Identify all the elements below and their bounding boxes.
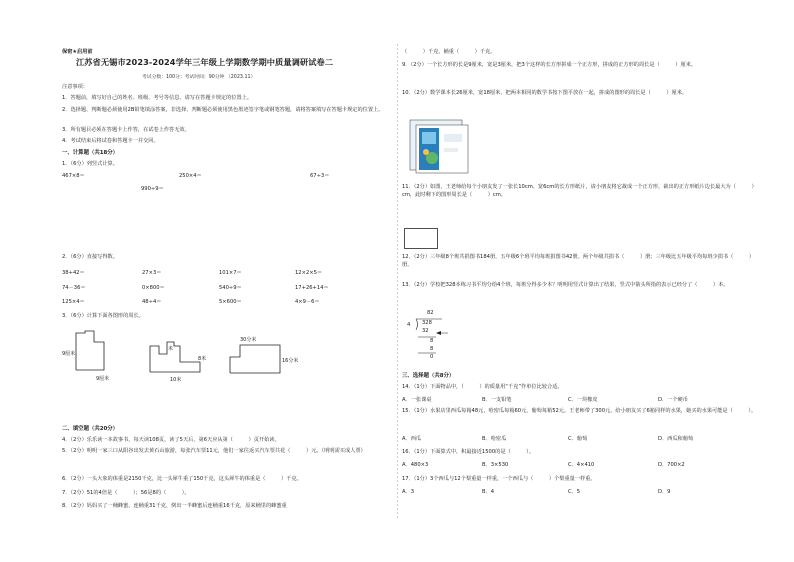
q9-text: 9．（2分）一个长方形的长是9厘米，宽是3厘米，把3个这样的长方形拼成一个正方形，拼成的正方形的周长是（ ）厘米。: [402, 62, 697, 68]
q17-text: 17．（1分）3个西瓜与12个梨重量一样重，一个西瓜与（ ）个梨重量一样重。: [402, 476, 596, 482]
q17-option: C．5: [568, 489, 581, 495]
q1-label: 1．（6分）列竖式计算。: [62, 161, 118, 167]
q16-text: 16．（1分）下面算式中，积最接近1500的是（ ）。: [402, 449, 535, 455]
section1-heading: 一、计算题（共18分）: [62, 150, 119, 156]
q1-item: 467×8＝: [62, 173, 85, 179]
q2-cell: 540÷9＝: [219, 285, 242, 291]
figure-l-shape: [76, 330, 106, 372]
q14-text: 14．（1分）下面物品中，（ ）的质量用“千克”作单位比较合适。: [402, 384, 563, 390]
fig2-bottom-label: 10米: [170, 377, 182, 383]
division-quotient: 82: [427, 310, 434, 316]
division-sub2: 8: [430, 346, 434, 352]
fig3-side-label: 16分米: [282, 358, 299, 364]
note-1: 1．答题前，填写好自己的姓名、班级、考号等信息，请写在答题卡规定的位置上。: [62, 95, 253, 101]
q2-cell: 38+42＝: [62, 270, 85, 276]
q7-text: 7．（2分）51的4倍是（ ）；56是8的（ ）。: [62, 490, 190, 496]
q2-cell: 5×600＝: [219, 299, 242, 305]
paper-rectangle: [404, 228, 438, 250]
q3-label: 3．（6分）计算下面各图形的周长。: [62, 313, 144, 319]
division-divisor: 4: [407, 322, 411, 328]
q16-option: D．700×2: [658, 462, 685, 468]
note-4: 4．考试结束后将试卷和答题卡一并交回。: [62, 138, 159, 144]
q16-option: C．4×410: [568, 462, 595, 468]
q15-option: A．西瓜: [402, 436, 422, 442]
q14-option: D．一个硬币: [658, 397, 688, 403]
q13-text: 13．（2分）学校把328本练习书平均分给4个班，每班分得多少本？明明用竖式计算出了结果，竖式中箭头所指的表示已经分了（ ）本。: [402, 282, 729, 288]
q1-item: 990÷9＝: [141, 186, 164, 192]
note-3: 3．所有题目必须在答题卡上作答，在试卷上作答无效。: [62, 127, 190, 133]
division-rem2: 0: [430, 354, 434, 360]
q2-cell: 27×3＝: [142, 270, 162, 276]
q14-option: A．一张课桌: [402, 397, 432, 403]
exam-info: 考试分数：100分；考试时间：90分钟 （2023.11）: [142, 75, 256, 80]
division-sub1: 32: [422, 328, 429, 334]
q10-text: 10．（2分）数学课本长26厘米，宽18厘米，把两本相同的数学书按下图平放在一起，拼成的图形的周长是（ ）厘米。: [402, 90, 688, 96]
q2-cell: 125×4＝: [62, 299, 85, 305]
q17-option: B．4: [482, 489, 495, 495]
right-column: [402, 0, 762, 562]
note-2: 2．选择题、判断题必须使用2B铅笔填涂答案，非选择、判断题必须使用黑色墨迹签字笔或钢笔答题，请将答案填写在答题卡规定的位置上。: [62, 107, 384, 113]
fig2-notch-label: 米: [168, 346, 174, 352]
q4-text: 4．（2分）乐乐读一本故事书，每天读108页，读了5天后，第6天应从第（ ）页开始读。: [62, 437, 280, 443]
q2-cell: 4×9－6＝: [295, 299, 320, 305]
q2-cell: 48÷4＝: [142, 299, 162, 305]
q15-option: C．葡萄: [568, 436, 588, 442]
fig3-top-label: 30分米: [240, 337, 257, 343]
section2-heading: 二、填空题（共20分）: [62, 426, 119, 432]
column-divider: [397, 44, 399, 520]
confidential-mark: 保密★启用前: [62, 49, 93, 55]
left-column: [62, 0, 392, 562]
two-books-picture: [410, 118, 472, 174]
division-rem1: 8: [430, 338, 434, 344]
q17-option: D．9: [658, 489, 671, 495]
notes-heading: 注意事项：: [62, 84, 88, 90]
q16-option: A．480×3: [402, 462, 429, 468]
q2-cell: 12×2×5＝: [295, 270, 323, 276]
q1-item: 67÷3＝: [310, 173, 330, 179]
fig1-bottom-label: 9厘米: [96, 376, 110, 382]
exam-title: 江苏省无锡市2023-2024学年三年级上学期数学期中质量调研试卷二: [76, 57, 334, 67]
q16-option: B．3×530: [482, 462, 509, 468]
fig1-side-label: 9厘米: [62, 351, 76, 357]
division-dividend: 328: [422, 320, 432, 326]
fig2-side-label: 8米: [198, 356, 207, 362]
q11-text: 11．（2分）如图，王老师给每个小朋友发了一张长10cm、宽6cm的长方形纸片，请小朋友将它裁成一个正方形，裁出的正方形纸片边长最大为（ ）cm，此时剩下的图形周长是（ ）cm。: [402, 184, 757, 198]
q1-item: 250×4＝: [179, 173, 202, 179]
q15-text: 15．（1分）水果店里西瓜每箱48元，哈密瓜每箱60元，葡萄每箱52元。王老师带了300元，给小朋友买了6箱同样的水果，她买的水果可能是（ ）。: [402, 408, 757, 414]
q8-continuation: （ ）千克，桶重（ ）千克。: [402, 49, 496, 55]
q8-text: 8．（2分）妈妈买了一桶蜂蜜，连桶重31千克，倒出一半蜂蜜后连桶重16千克，原来桶里的蜂蜜重: [62, 503, 287, 509]
q14-option: B．一支铅笔: [482, 397, 512, 403]
q2-cell: 74－36＝: [62, 285, 86, 291]
q17-option: A．3: [402, 489, 415, 495]
q6-text: 6．（2分）一头大象的体重是2150千克，比一头犀牛重了150千克，这头犀牛的体重是（ ）千克。: [62, 476, 302, 482]
q15-option: B．哈密瓜: [482, 436, 507, 442]
figure-notched-shape: [150, 340, 202, 374]
q15-option: D．西瓜和葡萄: [658, 436, 694, 442]
q2-label: 2．（6分）直接写得数。: [62, 254, 118, 260]
figure-stepped-shape: [230, 345, 282, 375]
q14-option: C．一块橡皮: [568, 397, 598, 403]
q5-text: 5．（2分）明明一家三口从阳谷出发去黄石山旅游，每张汽车票11元，他们一家往返买汽车票共花（ ）元。（明明需买成人票）: [62, 448, 366, 454]
q2-cell: 0×800＝: [142, 285, 165, 291]
section3-heading: 三、选择题（共8分）: [402, 373, 455, 379]
q2-cell: 17+26+14＝: [295, 285, 329, 291]
q12-text: 12．（2分）三年级8个班共捐图书184册，五年级6个班平均每班捐图书42册。两个年级共捐书（ ）册；三年级比五年级平均每班少捐书（ ）册。: [402, 254, 755, 268]
q2-cell: 101×7＝: [219, 270, 242, 276]
